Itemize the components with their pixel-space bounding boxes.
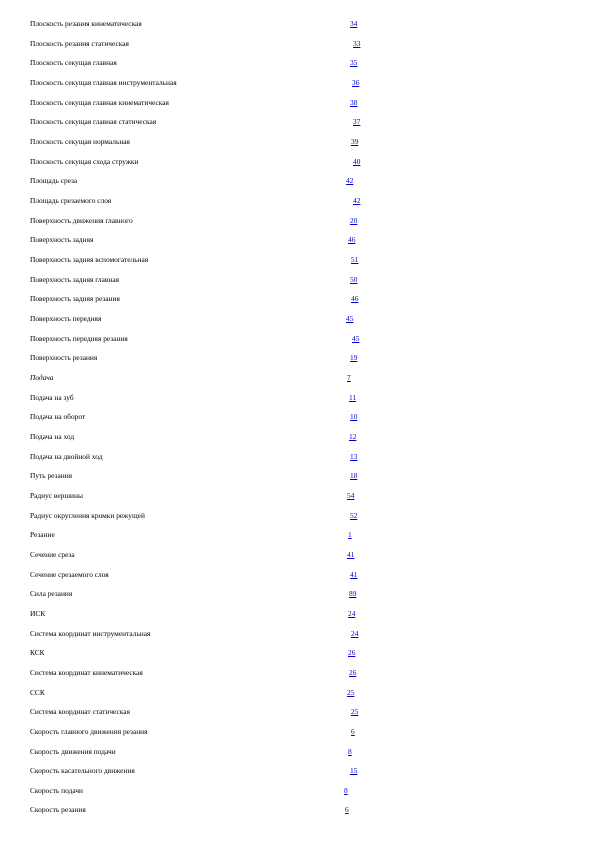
page-number-link[interactable]: 19 (350, 353, 358, 362)
index-entry (30, 725, 595, 739)
index-term: Поверхность задняя вспомогательная (30, 255, 149, 264)
index-entry (30, 351, 595, 365)
index-entry (30, 666, 595, 680)
index-entry (30, 450, 595, 464)
page-number-link[interactable]: 46 (351, 294, 359, 303)
index-entry (30, 76, 595, 90)
page-number-link[interactable]: 50 (350, 275, 358, 284)
index-term: Радиус вершины (30, 491, 83, 500)
index-entry (30, 233, 595, 247)
index-term: Плоскость секущая главная (30, 58, 117, 67)
index-entry (30, 784, 595, 798)
page-number-link[interactable]: 6 (345, 805, 349, 814)
index-term: Скорость главного движения резания (30, 727, 148, 736)
page-number-link[interactable]: 6 (351, 727, 355, 736)
index-entry (30, 646, 595, 660)
page-number-link[interactable]: 12 (349, 432, 357, 441)
index-entry (30, 607, 595, 621)
index-entry (30, 292, 595, 306)
page-number-link[interactable]: 35 (350, 58, 358, 67)
page-number-link[interactable]: 11 (349, 393, 357, 402)
index-term: Поверхность резания (30, 353, 98, 362)
index-term: Поверхность передняя (30, 314, 102, 323)
index-entry (30, 587, 595, 601)
index-entry (30, 155, 595, 169)
page-number-link[interactable]: 41 (350, 570, 358, 579)
index-term: Резание (30, 530, 55, 539)
page-number-link[interactable]: 34 (350, 19, 358, 28)
index-term: Поверхность передняя резания (30, 334, 128, 343)
index-entry (30, 430, 595, 444)
page-number-link[interactable]: 37 (353, 117, 361, 126)
page-number-link[interactable]: 24 (348, 609, 356, 618)
page-number-link[interactable]: 45 (352, 334, 360, 343)
index-entry (30, 312, 595, 326)
index-term: Поверхность движения главного (30, 216, 133, 225)
index-entry (30, 410, 595, 424)
index-entry (30, 371, 595, 385)
page-number-link[interactable]: 26 (349, 668, 357, 677)
page-number-link[interactable]: 89 (349, 589, 357, 598)
index-entry (30, 332, 595, 346)
page-number-link[interactable]: 38 (350, 98, 358, 107)
index-term: КСК (30, 648, 45, 657)
page-number-link[interactable]: 1 (348, 530, 352, 539)
index-term: Сечение среза (30, 550, 75, 559)
index-term: Плоскость секущая главная инструментальная (30, 78, 177, 87)
page-number-link[interactable]: 46 (348, 235, 356, 244)
page-number-link[interactable]: 33 (353, 39, 361, 48)
page-number-link[interactable]: 54 (347, 491, 355, 500)
index-term: Путь резания (30, 471, 73, 480)
index-term: Плоскость резания кинематическая (30, 19, 142, 28)
page-number-link[interactable]: 26 (348, 648, 356, 657)
index-term: Скорость касательного движения (30, 766, 135, 775)
index-term: ИСК (30, 609, 46, 618)
index-term: Система координат кинематическая (30, 668, 143, 677)
index-term: Сечение срезаемого слоя (30, 570, 109, 579)
index-entry (30, 548, 595, 562)
page-number-link[interactable]: 10 (350, 412, 358, 421)
page-number-link[interactable]: 7 (347, 373, 351, 382)
page-number-link[interactable]: 25 (351, 707, 359, 716)
index-entry (30, 253, 595, 267)
page-number-link[interactable]: 51 (351, 255, 359, 264)
index-term: Подача на ход (30, 432, 75, 441)
index-term: Подача (30, 373, 54, 382)
index-term: Поверхность задняя главная (30, 275, 120, 284)
index-term: ССК (30, 688, 45, 697)
page-number-link[interactable]: 25 (347, 688, 355, 697)
index-entry (30, 803, 595, 817)
index-entry (30, 528, 595, 542)
page-number-link[interactable]: 40 (353, 157, 361, 166)
index-entry (30, 273, 595, 287)
index-term: Подача на оборот (30, 412, 86, 421)
index-entry (30, 764, 595, 778)
index-entry (30, 115, 595, 129)
index-term: Плоскость резания статическая (30, 39, 129, 48)
index-term: Плоскость секущая главная статическая (30, 117, 157, 126)
index-term: Поверхность задняя резания (30, 294, 120, 303)
index-entry (30, 194, 595, 208)
page-number-link[interactable]: 42 (346, 176, 354, 185)
page-number-link[interactable]: 8 (344, 786, 348, 795)
index-entry (30, 568, 595, 582)
index-term: Подача на зуб (30, 393, 74, 402)
index-term: Площадь срезаемого слоя (30, 196, 112, 205)
index-term: Скорость резания (30, 805, 86, 814)
index-entry (30, 37, 595, 51)
index-term: Система координат инструментальная (30, 629, 151, 638)
page-number-link[interactable]: 41 (347, 550, 355, 559)
page-number-link[interactable]: 24 (351, 629, 359, 638)
index-term: Радиус округления кромки режущей (30, 511, 145, 520)
index-term: Сила резания (30, 589, 73, 598)
index-entry (30, 214, 595, 228)
page-number-link[interactable]: 42 (353, 196, 361, 205)
index-term: Скорость движения подачи (30, 747, 116, 756)
page-number-link[interactable]: 18 (350, 471, 358, 480)
page-number-link[interactable]: 15 (350, 766, 358, 775)
index-entry (30, 745, 595, 759)
index-entry (30, 96, 595, 110)
page-number-link[interactable]: 45 (346, 314, 354, 323)
index-term: Плоскость секущая схода стружки (30, 157, 139, 166)
index-term: Подача на двойной ход (30, 452, 103, 461)
index-entry (30, 174, 595, 188)
index-entry (30, 56, 595, 70)
page-number-link[interactable]: 13 (350, 452, 358, 461)
index-entry (30, 627, 595, 641)
index-term: Система координат статическая (30, 707, 130, 716)
index-entry (30, 17, 595, 31)
index-term: Плоскость секущая главная кинематическая (30, 98, 169, 107)
index-term: Поверхность задняя (30, 235, 94, 244)
page-number-link[interactable]: 20 (350, 216, 358, 225)
page-number-link[interactable]: 8 (348, 747, 352, 756)
index-entry (30, 489, 595, 503)
page-number-link[interactable]: 36 (352, 78, 360, 87)
index-entry (30, 135, 595, 149)
page-number-link[interactable]: 39 (351, 137, 359, 146)
index-entry (30, 469, 595, 483)
index-term: Скорость подачи (30, 786, 83, 795)
index-term: Плоскость секущая нормальная (30, 137, 130, 146)
page-number-link[interactable]: 52 (350, 511, 358, 520)
index-entry (30, 705, 595, 719)
index-entry (30, 509, 595, 523)
index-term: Площадь среза (30, 176, 78, 185)
index-entry (30, 391, 595, 405)
index-entry (30, 686, 595, 700)
